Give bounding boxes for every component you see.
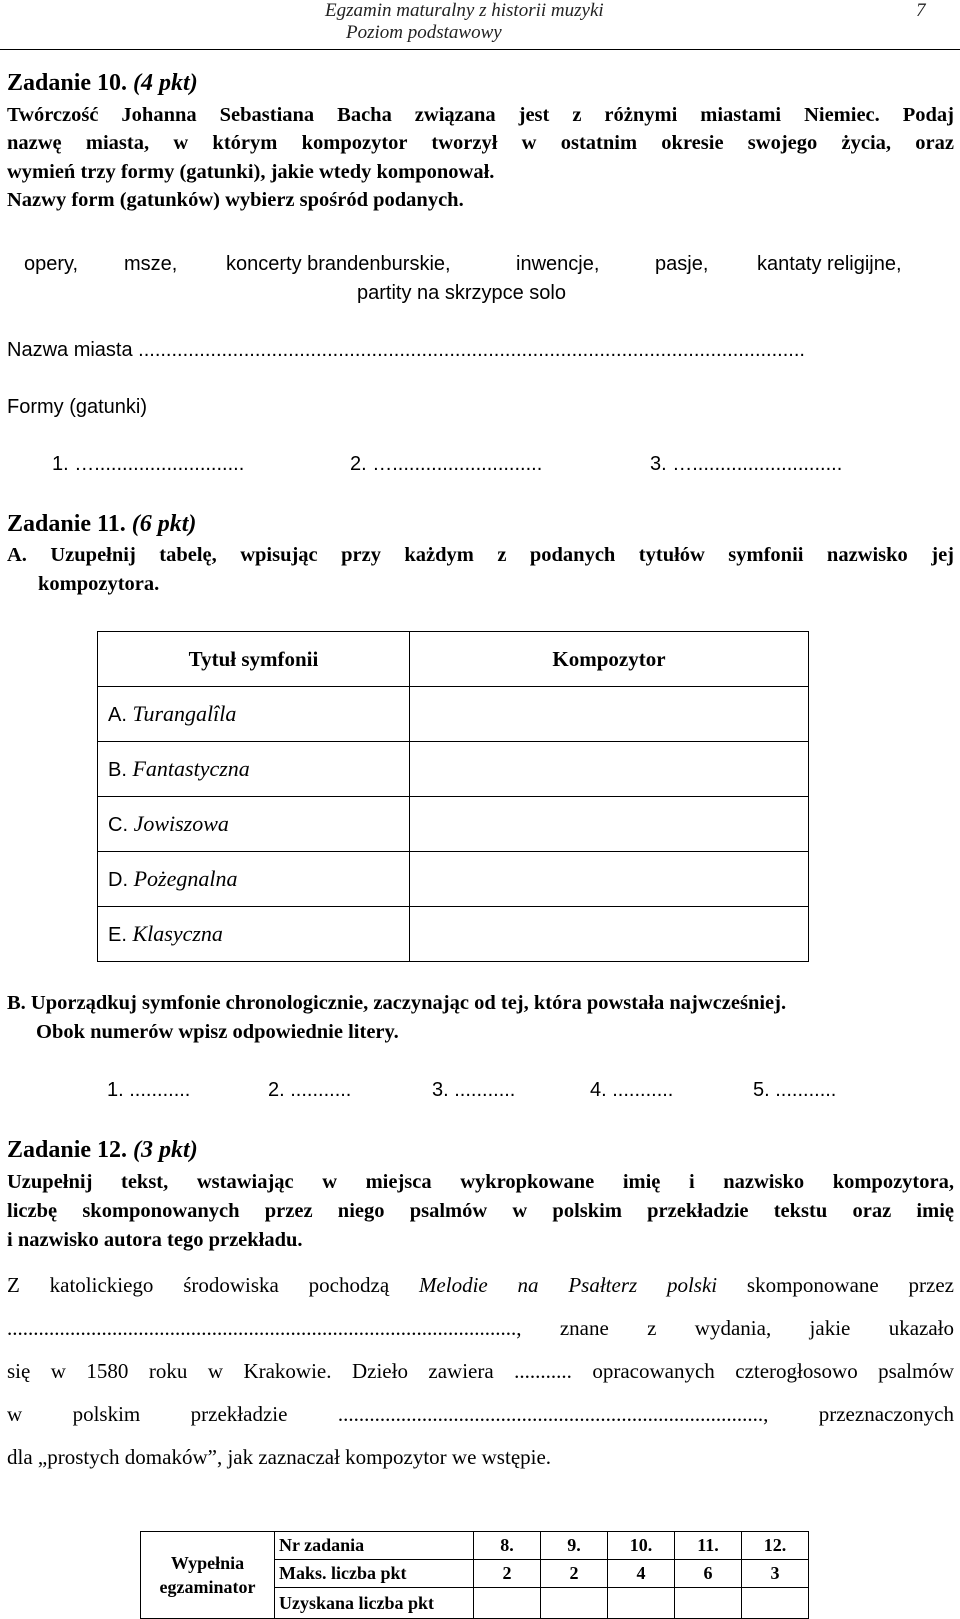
order-slot-2[interactable]: 2. ........... <box>268 1079 352 1101</box>
order-slot-1[interactable]: 1. ........... <box>107 1079 191 1101</box>
max-points-cell: 2 <box>474 1560 541 1588</box>
max-points-cell: 3 <box>742 1560 809 1588</box>
row-label-max-points: Maks. liczba pkt <box>275 1560 474 1588</box>
task11-partB-line1: B. Uporządkuj symfonie chronologicznie, zaczynając od tej, która powstała najwcześniej. <box>7 992 787 1014</box>
composer-cell[interactable] <box>410 742 809 797</box>
task10-instruction-2: nazwę miasta, w którym kompozytor tworzył w ostatnim okresie swojego życia, oraz <box>7 132 954 154</box>
composer-cell[interactable] <box>410 797 809 852</box>
order-slot-3[interactable]: 3. ........... <box>432 1079 516 1101</box>
page-number: 7 <box>916 0 926 21</box>
form-answer-2[interactable]: 2. …........................... <box>350 453 543 475</box>
option-opery: opery, <box>24 253 79 275</box>
examiner-label-1: Wypełnia <box>170 1553 245 1573</box>
symphony-title: Pożegnalna <box>133 866 238 891</box>
form-answer-1[interactable]: 1. …........................... <box>52 453 245 475</box>
task12-heading <box>7 1137 198 1164</box>
option-partity: partity na skrzypce solo <box>357 282 566 304</box>
max-points-cell: 4 <box>608 1560 675 1588</box>
obtained-points-cell[interactable] <box>608 1588 675 1619</box>
symphony-letter: C. <box>108 814 128 836</box>
task12-instruction-3: i nazwisko autora tego przekładu. <box>7 1229 303 1251</box>
table-row <box>98 907 809 962</box>
order-slot-5[interactable]: 5. ........... <box>753 1079 837 1101</box>
table-row <box>98 852 809 907</box>
forms-label: Formy (gatunki) <box>7 396 148 418</box>
obtained-points-cell[interactable] <box>541 1588 608 1619</box>
task12-instruction-1: Uzupełnij tekst, wstawiając w miejsca wykropkowane imię i nazwisko kompozytora, <box>7 1171 954 1193</box>
column-header-composer: Kompozytor <box>410 632 809 687</box>
symphony-title-cell <box>98 797 410 852</box>
exam-title: Egzamin maturalny z historii muzyki <box>325 0 604 21</box>
text-fragment: skomponowane przez <box>717 1273 954 1297</box>
row-label-task-number: Nr zadania <box>275 1532 474 1560</box>
task12-text-line2[interactable]: ................................................................................................., znane z wydania, jakie ukazało <box>7 1316 954 1340</box>
header-rule <box>0 49 960 50</box>
text-fragment: Z katolickiego środowiska pochodzą <box>7 1273 419 1297</box>
task-number-cell: 12. <box>742 1532 809 1560</box>
option-msze: msze, <box>124 253 178 275</box>
task-number-cell: 10. <box>608 1532 675 1560</box>
table-row <box>98 797 809 852</box>
obtained-points-cell[interactable] <box>742 1588 809 1619</box>
task11-number: Zadanie 11. <box>7 511 126 537</box>
composer-cell[interactable] <box>410 907 809 962</box>
symphony-letter: E. <box>108 924 127 946</box>
symphony-title: Turangalîla <box>132 701 237 726</box>
symphony-title-cell <box>98 852 410 907</box>
task12-text-line5: dla „prostych domaków”, jak zaznaczał kompozytor we wstępie. <box>7 1445 552 1469</box>
symphony-title-cell <box>98 907 410 962</box>
max-points-cell: 2 <box>541 1560 608 1588</box>
option-kantaty: kantaty religijne, <box>757 253 902 275</box>
task12-text-line1 <box>7 1273 954 1298</box>
task10-instruction-3: wymień trzy formy (gatunki), jakie wtedy komponował. <box>7 161 495 183</box>
task10-instruction-4: Nazwy form (gatunków) wybierz spośród podanych. <box>7 189 464 211</box>
task12-text-line4[interactable]: w polskim przekładzie ................................................................................., przeznaczonych <box>7 1402 954 1426</box>
task12-instruction-2: liczbę skomponowanych przez niego psalmów w polskim przekładzie tekstu oraz imię <box>7 1200 954 1222</box>
symphony-title-cell <box>98 687 410 742</box>
option-pasje: pasje, <box>655 253 709 275</box>
city-answer-line[interactable]: Nazwa miasta ........................................................................................................................ <box>7 339 805 361</box>
task-number-cell: 8. <box>474 1532 541 1560</box>
obtained-points-cell[interactable] <box>474 1588 541 1619</box>
max-points-cell: 6 <box>675 1560 742 1588</box>
symphony-title: Jowiszowa <box>133 811 229 836</box>
task11-partA-line2: kompozytora. <box>38 573 160 595</box>
task12-number: Zadanie 12. <box>7 1137 128 1163</box>
task11-heading <box>7 511 196 538</box>
task10-instruction-1: Twórczość Johanna Sebastiana Bacha związana jest z różnymi miastami Niemiec. Podaj <box>7 104 954 126</box>
table-row <box>98 687 809 742</box>
symphony-title: Klasyczna <box>132 921 223 946</box>
examiner-label-2: egzaminator <box>159 1577 256 1597</box>
symphony-table <box>97 631 809 962</box>
task11-points: (6 pkt) <box>131 511 197 537</box>
symphony-title-cell <box>98 742 410 797</box>
task10-heading <box>7 70 198 97</box>
composer-cell[interactable] <box>410 852 809 907</box>
symphony-title: Fantastyczna <box>132 756 250 781</box>
symphony-letter: A. <box>108 704 127 726</box>
table-row <box>98 742 809 797</box>
option-koncerty: koncerty brandenburskie, <box>226 253 451 275</box>
task12-text-line3[interactable]: się w 1580 roku w Krakowie. Dzieło zawiera ........... opracowanych czterogłosowo psalmów <box>7 1359 954 1383</box>
task-number-cell: 9. <box>541 1532 608 1560</box>
symphony-letter: D. <box>108 869 128 891</box>
task12-points: (3 pkt) <box>133 1137 198 1163</box>
column-header-title: Tytuł symfonii <box>98 632 410 687</box>
score-table <box>140 1531 809 1619</box>
composer-cell[interactable] <box>410 687 809 742</box>
task10-number: Zadanie 10. <box>7 70 128 96</box>
form-answer-3[interactable]: 3. …........................... <box>650 453 843 475</box>
obtained-points-cell[interactable] <box>675 1588 742 1619</box>
option-inwencje: inwencje, <box>516 253 600 275</box>
symphony-letter: B. <box>108 759 127 781</box>
row-label-obtained-points: Uzyskana liczba pkt <box>275 1588 474 1619</box>
exam-level: Poziom podstawowy <box>346 22 502 43</box>
task10-points: (4 pkt) <box>133 70 198 96</box>
task-number-cell: 11. <box>675 1532 742 1560</box>
work-title: Melodie na Psałterz polski <box>418 1273 718 1297</box>
task11-partB-line2: Obok numerów wpisz odpowiednie litery. <box>36 1021 399 1043</box>
examiner-cell <box>141 1532 275 1619</box>
task11-partA-line1: A. Uzupełnij tabelę, wpisując przy każdym z podanych tytułów symfonii nazwisko jej <box>7 544 954 566</box>
order-slot-4[interactable]: 4. ........... <box>590 1079 674 1101</box>
